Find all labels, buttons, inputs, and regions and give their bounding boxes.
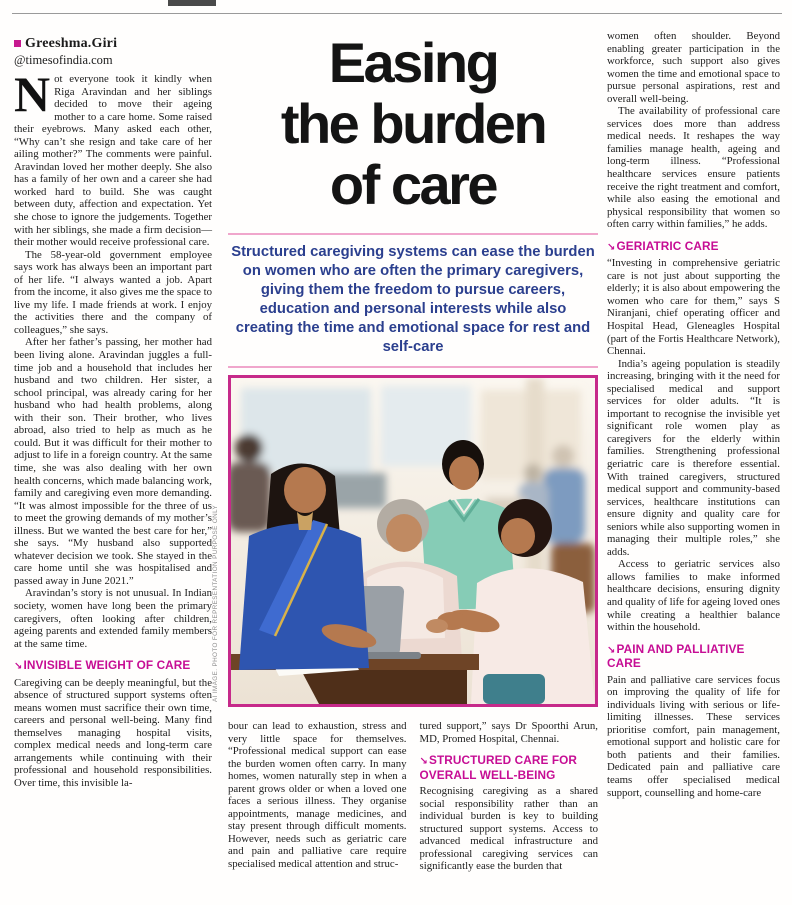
section-heading-label: GERIATRIC CARE: [616, 238, 719, 253]
headline-line: the burden: [280, 92, 546, 155]
paragraph: India’s ageing population is steadily increasing, bringing with it the need for specialised medical and support services for older adults. “It is important to recognise the invisible yet significant role women play as caregivers for the elderly within families. Strengthening professional geriatric care is therefore essential. With trained caregivers, structured medical support and community-based services, healthcare institutions can ensure dignity and quality care for seniors while also supporting women in managing their multiple roles,” she adds.: [607, 357, 780, 558]
headline: [228, 32, 598, 215]
section-arrow-icon: ↘: [607, 644, 616, 656]
byline-author: [14, 36, 214, 52]
paragraph: The 58-year-old government employee says work has always been an important part of her life. “I always wanted a job. Apart from the income, it also gives me the space to live my life. I made friends at work. I enjoy the activities there and the company of colleagues,” she says.: [14, 248, 212, 336]
paragraph: Aravindan’s story is not unusual. In Indian society, women have long been the primary caregivers, often looking after children, ageing parents and extended family members at the same time.: [14, 587, 212, 650]
paragraph: The availability of professional care services does more than address medical needs. It reshapes the way families manage health, ageing and long-term illness. “Professional healthcare services ensure patients receive the right treatment and comfort, while also easing the emotional and physical responsibility that women so often carry within families,” he adds.: [607, 105, 780, 231]
paragraph: Caregiving can be deeply meaningful, but the absence of structured support systems often means women must sacrifice their own time, careers and personal well-being. Many find themselves managing hospital visits, complex medical needs and long-term care arrangements while continuing with their professional and household responsibilities. Over time, this invisible la-: [14, 676, 212, 790]
standfirst-bottom-rule: [228, 366, 598, 368]
headline-line: of care: [329, 153, 497, 216]
columns-under-photo: [228, 720, 598, 873]
byline: [14, 36, 214, 68]
section-heading-invisible-weight: [14, 659, 212, 674]
drop-cap: N: [14, 66, 51, 122]
section-heading-label: INVISIBLE WEIGHT OF CARE: [23, 658, 191, 673]
byline-handle: @timesofindia.com: [14, 53, 113, 67]
article-photo-illustration: [231, 378, 595, 704]
section-heading-label: PAIN AND PALLIATIVE CARE: [607, 641, 745, 671]
column-left: [14, 66, 212, 790]
section-arrow-icon: ↘: [607, 241, 616, 253]
section-heading-structured-care: [420, 754, 599, 782]
photo-credit: AI IMAGE. PHOTO FOR REPRESENTATION PURPOSE ONLY: [212, 504, 219, 702]
section-heading-geriatric-care: [607, 240, 780, 255]
paragraph: Pain and palliative care services focus on improving the quality of life for individuals living with serious or life-limiting illnesses. These services prioritise comfort, pain management, emotional support and holistic care for both patients and their families. Dedicated pain and palliative care teams offer specialised medical support, counselling and home-care: [607, 673, 780, 799]
page-edge-crop-mark: [168, 0, 216, 6]
byline-bullet-icon: [14, 40, 21, 47]
section-heading-pain-palliative: [607, 643, 780, 671]
byline-author-name: Greeshma.Giri: [25, 36, 118, 51]
paragraph: “Investing in comprehensive geriatric care is not just about supporting the elderly; it is also about empowering the women who care for them,” says S Niranjani, chief operating officer and Hospital Head, Gleneagles Hospital (part of the Fortis Healthcare Network), Chennai.: [607, 257, 780, 358]
column-mid-right: [420, 720, 599, 873]
section-heading-label: STRUCTURED CARE FOR OVERALL WELL-BEING: [419, 753, 578, 782]
paragraph: After her father’s passing, her mother had been living alone. Aravindan juggles a full-time job and a household that includes her husband and two children. Her sister, a school principal, was already caring for her husband who had health problems, along with their son. Their brother, who lives abroad, also tried to help as much as he could. But it was difficult for their mother to adjust to life in a foreign country. At the same time, she was also dealing with her own health concerns, which made balancing work, family and caregiving even more demanding. “It was almost impossible for the three of us to meet the growing demands of my mother’s illness. But we wanted the best care for her,” she says. “My husband also supported whatever decision we took. She stayed in the care home until she was hospitalised and passed away in June 2021.”: [14, 336, 212, 587]
paragraph: women often shoulder. Beyond enabling greater participation in the workforce, such support also gives women the time and emotional space to pursue personal aspirations, rest and overall well-being.: [607, 30, 780, 105]
paragraph: Recognising caregiving as a shared social responsibility rather than an individual burden is key to building structured support systems. Access to advanced medical infrastructure and professional caregiving services can significantly ease the burden that: [419, 785, 598, 873]
column-mid-left: [228, 720, 407, 873]
paragraph-text: ot everyone took it kindly when Riga Aravindan and her siblings decided to move their ageing mother to a care home. Some raised their eyebrows. Many asked each other, “Why can’t she resign and take care of her ailing mother?” The comments were painful. Aravindan loved her mother deeply. She also has a family of her own and a career she had worked hard to build. She was caught between duty, affection and expectation. Yet she chose to ignore the judgements. Together with her siblings, she made a firm decision—their mother would receive professional care.: [14, 73, 212, 249]
section-arrow-icon: ↘: [14, 661, 23, 673]
top-divider-rule: [12, 13, 782, 14]
paragraph: tured support,” says Dr Spoorthi Arun, MD, Promed Hospital, Chennai.: [419, 720, 598, 745]
standfirst: Structured caregiving systems can ease the burden on women who are often the primary caregivers, giving them the freedom to pursue careers, education and personal interests while also creating the time and emotional space for rest and self-care: [231, 244, 595, 355]
column-right: [607, 30, 780, 799]
article-photo: [212, 375, 598, 707]
headline-line: Easing: [328, 31, 498, 94]
paragraph: Access to geriatric services also allows families to make informed healthcare decisions, ensuring dignity and quality of life for ageing loved ones while creating a healthier balance within the household.: [607, 558, 780, 634]
paragraph: [14, 66, 212, 249]
section-arrow-icon: ↘: [419, 756, 428, 768]
paragraph: bour can lead to exhaustion, stress and very little space for themselves. “Professional medical support can ease the burden women often carry. In many homes, women naturally step in when a parent grows older or when a loved one faces a serious illness. They organise appointments, manage medicines, and stay present through difficult moments. However, needs such as geriatric care and pain and palliative care require specialised medical attention and struc-: [228, 720, 407, 871]
feature-center: [212, 24, 598, 873]
